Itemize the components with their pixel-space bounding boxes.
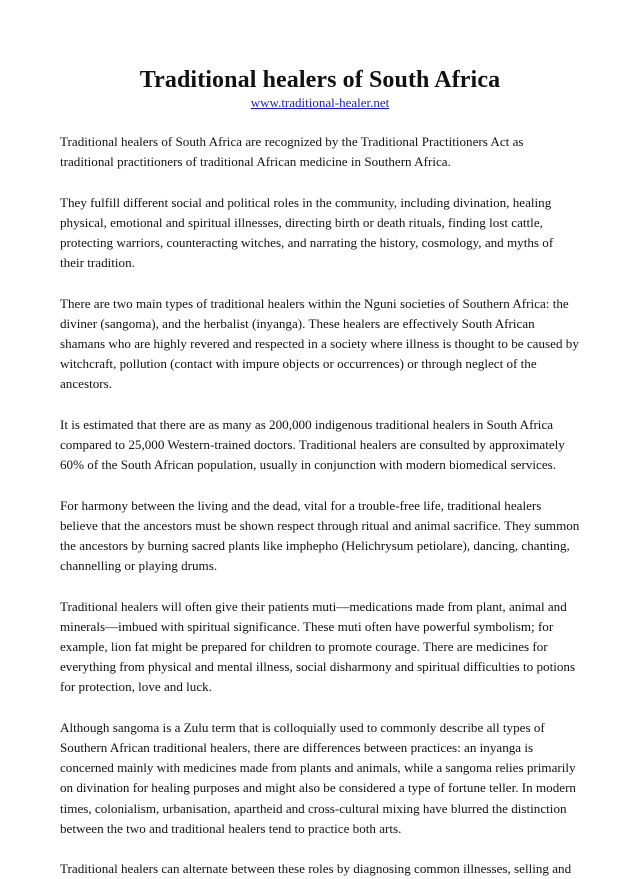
paragraph: They fulfill different social and political roles in the community, including divination, healing physical, emotional and spiritual illnesses, directing birth or death rituals, finding lost cattle, protecting warriors, counteracting witches, and narrating the history, cosmology, and myths of their tradition. — [60, 194, 554, 271]
paragraph: Traditional healers can alternate between these roles by diagnosing common illnesses, selling and — [60, 861, 572, 877]
paragraph: Although sangoma is a Zulu term that is colloquially used to commonly describe all types of Southern African traditional healers, there are differences between practices: an inyanga is concerned mainly with medicines made from plants and animals, while a sangoma relies primarily on divination for healing purposes and might also be considered a type of fortune teller. In modern times, colonialism, urbanisation, apartheid and cross-cultural mixing have blurred the distinction between the two and traditional healers tend to practice both arts. — [60, 719, 576, 836]
page-title: Traditional healers of South Africa — [139, 67, 501, 93]
url-line — [60, 94, 580, 112]
paragraph: Traditional healers will often give their patients muti—medications made from plant, animal and minerals—imbued with spiritual significance. These muti often have powerful symbolism; for example, lion fat might be prepared for children to promote courage. There are medicines for everything from physical and mental illness, social disharmony and spiritual difficulties to potions for protection, love and luck. — [60, 598, 576, 695]
paragraph: It is estimated that there are as many as 200,000 indigenous traditional healers in South Africa compared to 25,000 Western-trained doctors. Traditional healers are consulted by approximately 60% of the South African population, usually in conjunction with modern biomedical services. — [60, 416, 565, 473]
paragraph: There are two main types of traditional healers within the Nguni societies of Southern Africa: the diviner (sangoma), and the herbalist (inyanga). These healers are effectively South African shamans who are highly revered and respected in a society where illness is thought to be caused by witchcraft, pollution (contact with impure objects or occurrences) or through neglect of the ancestors. — [60, 295, 579, 392]
source-link[interactable]: www.traditional-healer.net — [250, 95, 390, 110]
body-text — [60, 132, 580, 879]
paragraph: For harmony between the living and the dead, vital for a trouble-free life, traditional healers believe that the ancestors must be shown respect through ritual and animal sacrifice. They summon the ancestors by burning sacred plants like imphepho (Helichrysum petiolare), dancing, chanting, channelling or playing drums. — [60, 497, 580, 574]
paragraph: Traditional healers of South Africa are recognized by the Traditional Practitioners Act as traditional practitioners of traditional African medicine in Southern Africa. — [60, 134, 524, 170]
